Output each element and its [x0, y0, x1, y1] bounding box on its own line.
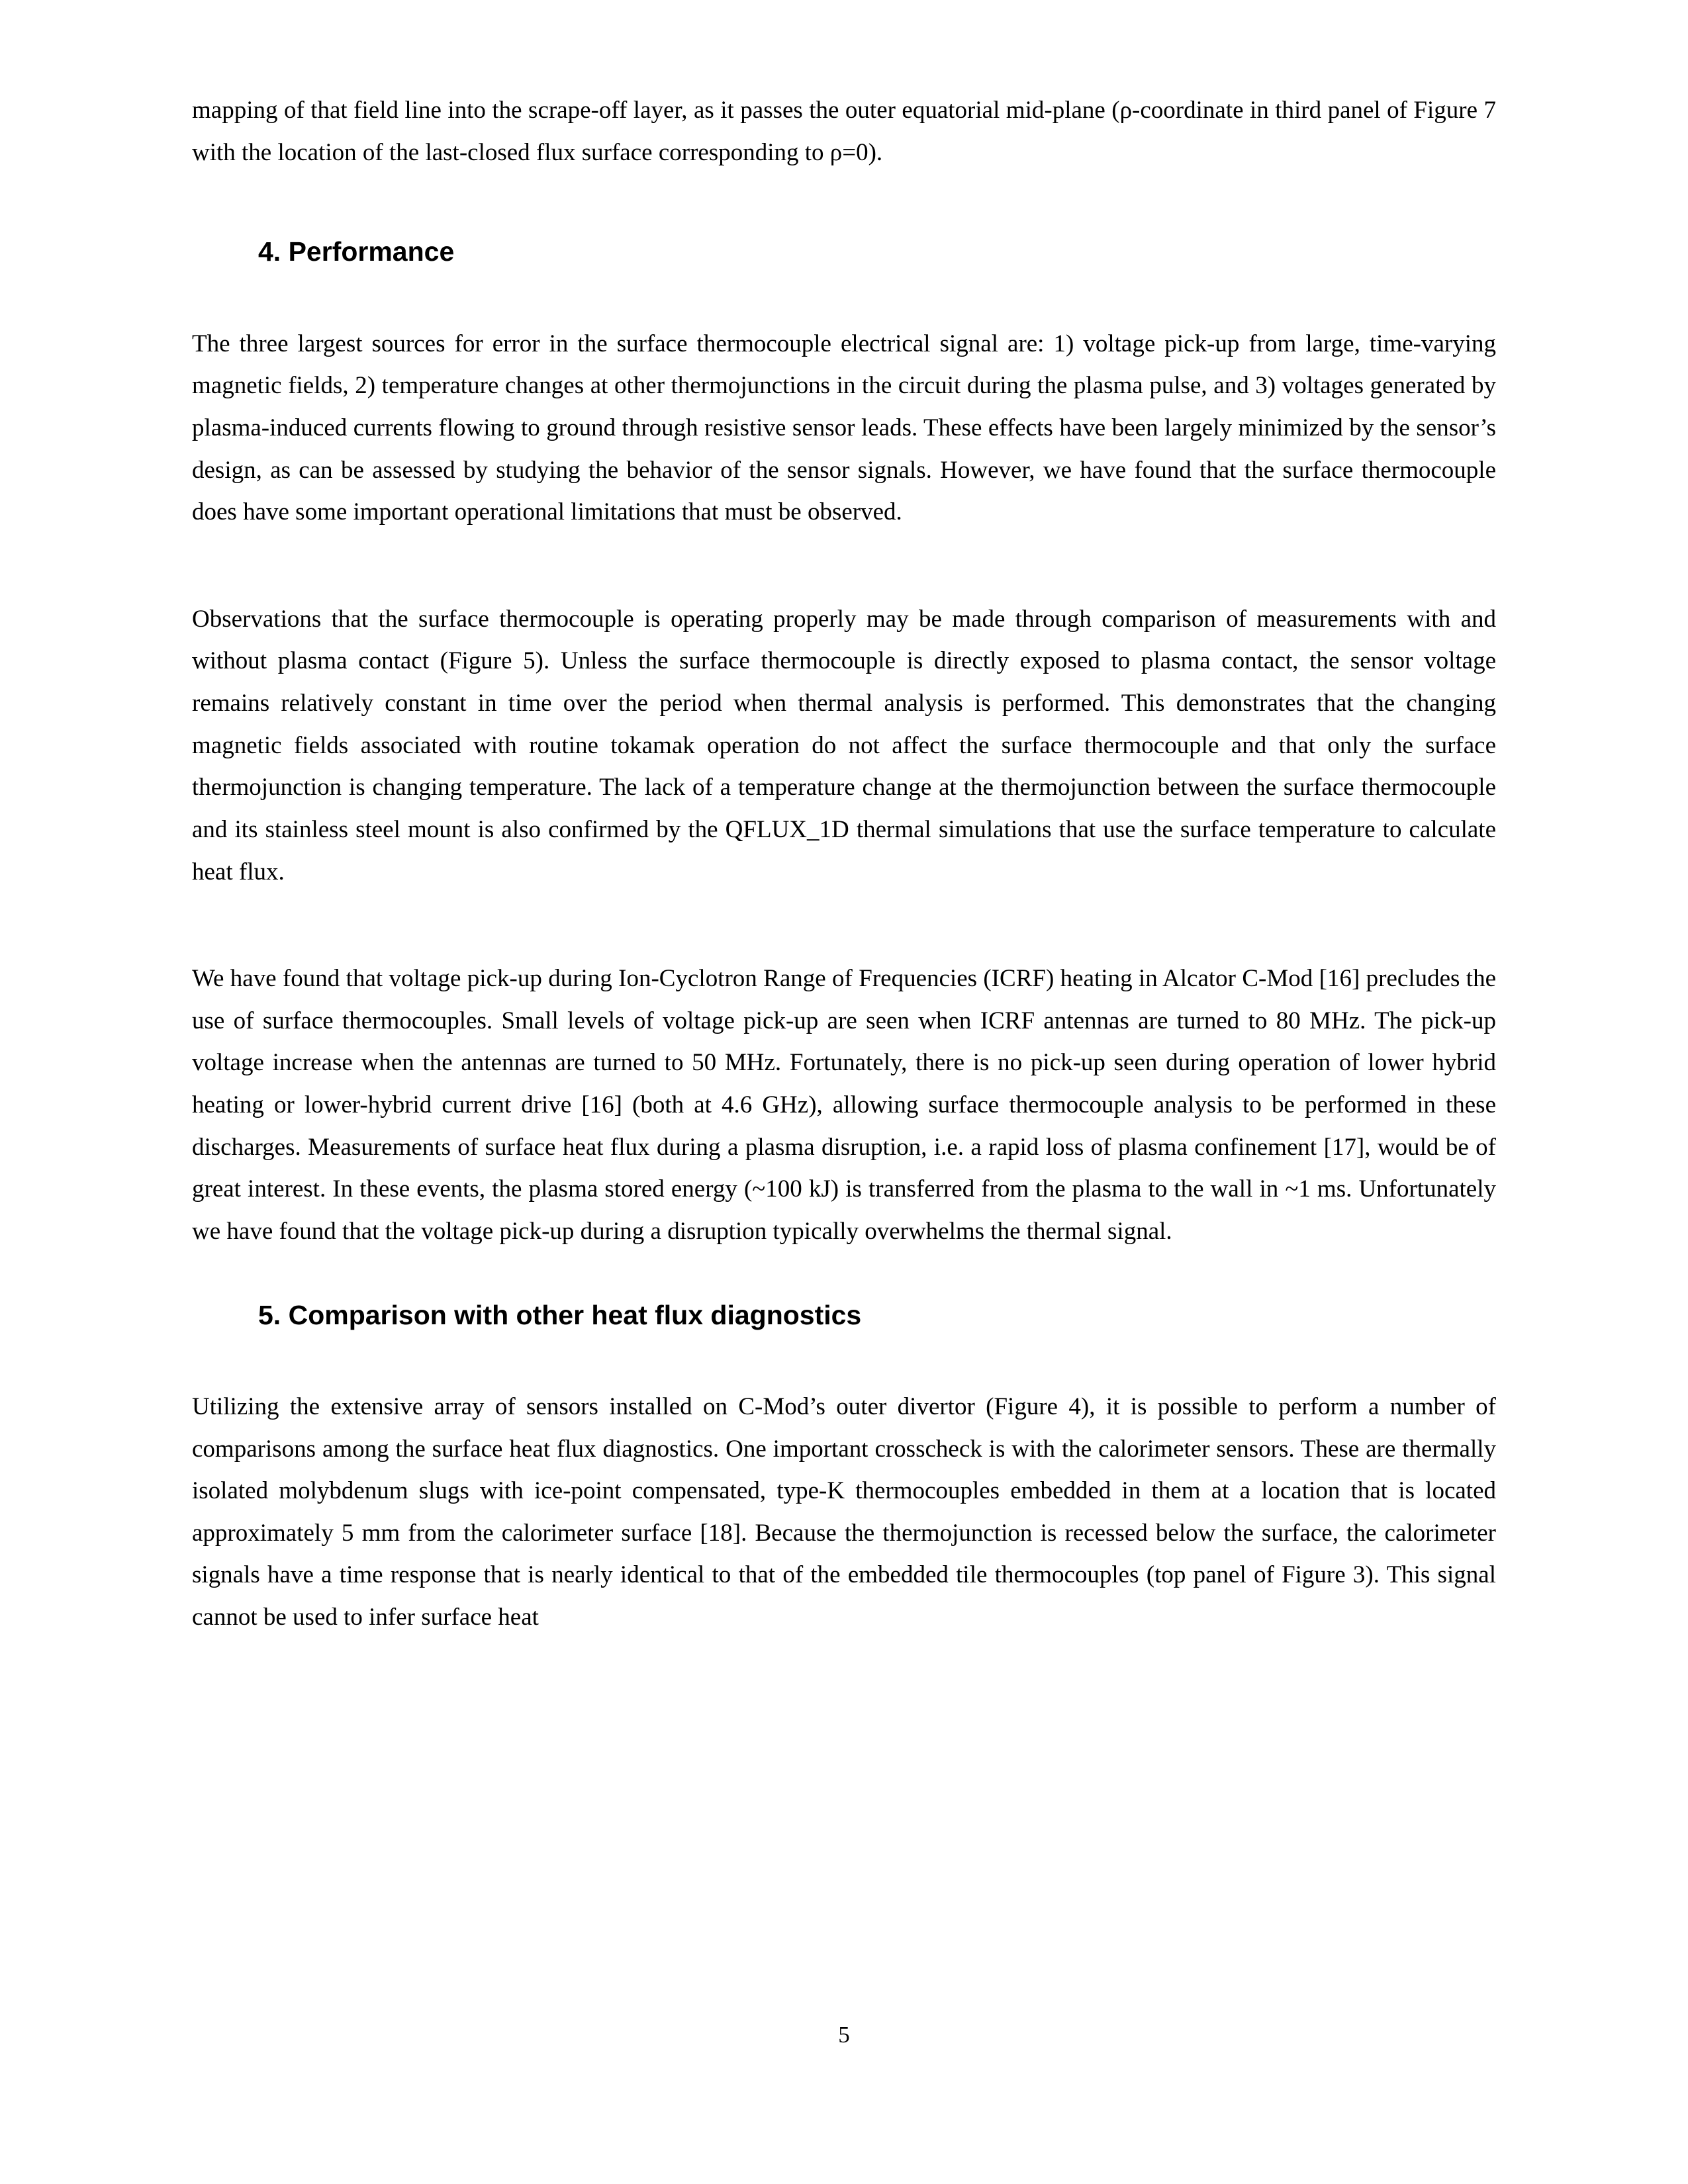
section-heading-performance: 4. Performance — [258, 236, 455, 267]
paragraph-spacer — [192, 561, 1496, 598]
paragraph-calorimeter: Utilizing the extensive array of sensors installed on C-Mod’s outer divertor (Figure 4), it is possible to perform a number of comparisons among the surface heat flux diagnostics. One important crosscheck is with the calorimeter sensors. These are thermally isolated molybdenum slugs with ice-point compensated, type-K thermocouples embedded in them at a location that is located approximately 5 mm from the calorimeter surface [18]. Because the thermojunction is recessed below the surface, the calorimeter signals have a time response that is nearly identical to that of the embedded tile thermocouples (top panel of Figure 3). This signal cannot be used to infer surface heat — [192, 1392, 1496, 1631]
paragraph-error-sources: The three largest sources for error in the surface thermocouple electrical signal are: 1) voltage pick-up from large, time-varying magnetic fields, 2) temperature changes at other thermojunctions in the circuit during the plasma pulse, and 3) voltages generated by plasma-induced currents flowing to ground through resistive sensor leads. These effects have been largely minimized by the sensor’s design, as can be assessed by studying the behavior of the sensor signals. However, we have found that the surface thermocouple does have some important operational limitations that must be observed. — [192, 330, 1496, 526]
heading-spacer — [192, 1281, 1496, 1297]
paragraph-continuation: mapping of that field line into the scrape-off layer, as it passes the outer equatorial mid-plane (ρ-coordinate in third panel of Figure 7 with the location of the last-closed flux surface corresponding to ρ=0). — [192, 97, 1496, 166]
section-heading-comparison: 5. Comparison with other heat flux diagnostics — [258, 1299, 862, 1330]
page-number: 5 — [838, 2022, 850, 2048]
page-content — [192, 89, 1496, 1639]
paragraph-observations: Observations that the surface thermocouple is operating properly may be made through comparison of measurements with and without plasma contact (Figure 5). Unless the surface thermocouple is directly exposed to plasma contact, the sensor voltage remains relatively constant in time over the period when thermal analysis is performed. This demonstrates that the changing magnetic fields associated with routine tokamak operation do not affect the surface thermocouple and that only the surface thermojunction is changing temperature. The lack of a temperature change at the thermojunction between the surface thermocouple and its stainless steel mount is also confirmed by the QFLUX_1D thermal simulations that use the surface temperature to calculate heat flux. — [192, 605, 1496, 886]
paragraph-spacer — [192, 921, 1496, 958]
paragraph-icrf-pickup: We have found that voltage pick-up during Ion-Cyclotron Range of Frequencies (ICRF) heating in Alcator C-Mod [16] precludes the use of surface thermocouples. Small levels of voltage pick-up are seen when ICRF antennas are turned to 80 MHz. The pick-up voltage increase when the antennas are turned to 50 MHz. Fortunately, there is no pick-up seen during operation of lower hybrid heating or lower-hybrid current drive [16] (both at 4.6 GHz), allowing surface thermocouple analysis to be performed in these discharges. Measurements of surface heat flux during a plasma disruption, i.e. a rapid loss of plasma confinement [17], would be of great interest. In these events, the plasma stored energy (~100 kJ) is transferred from the plasma to the wall in ~1 ms. Unfortunately we have found that the voltage pick-up during a disruption typically overwhelms the thermal signal. — [192, 965, 1496, 1245]
